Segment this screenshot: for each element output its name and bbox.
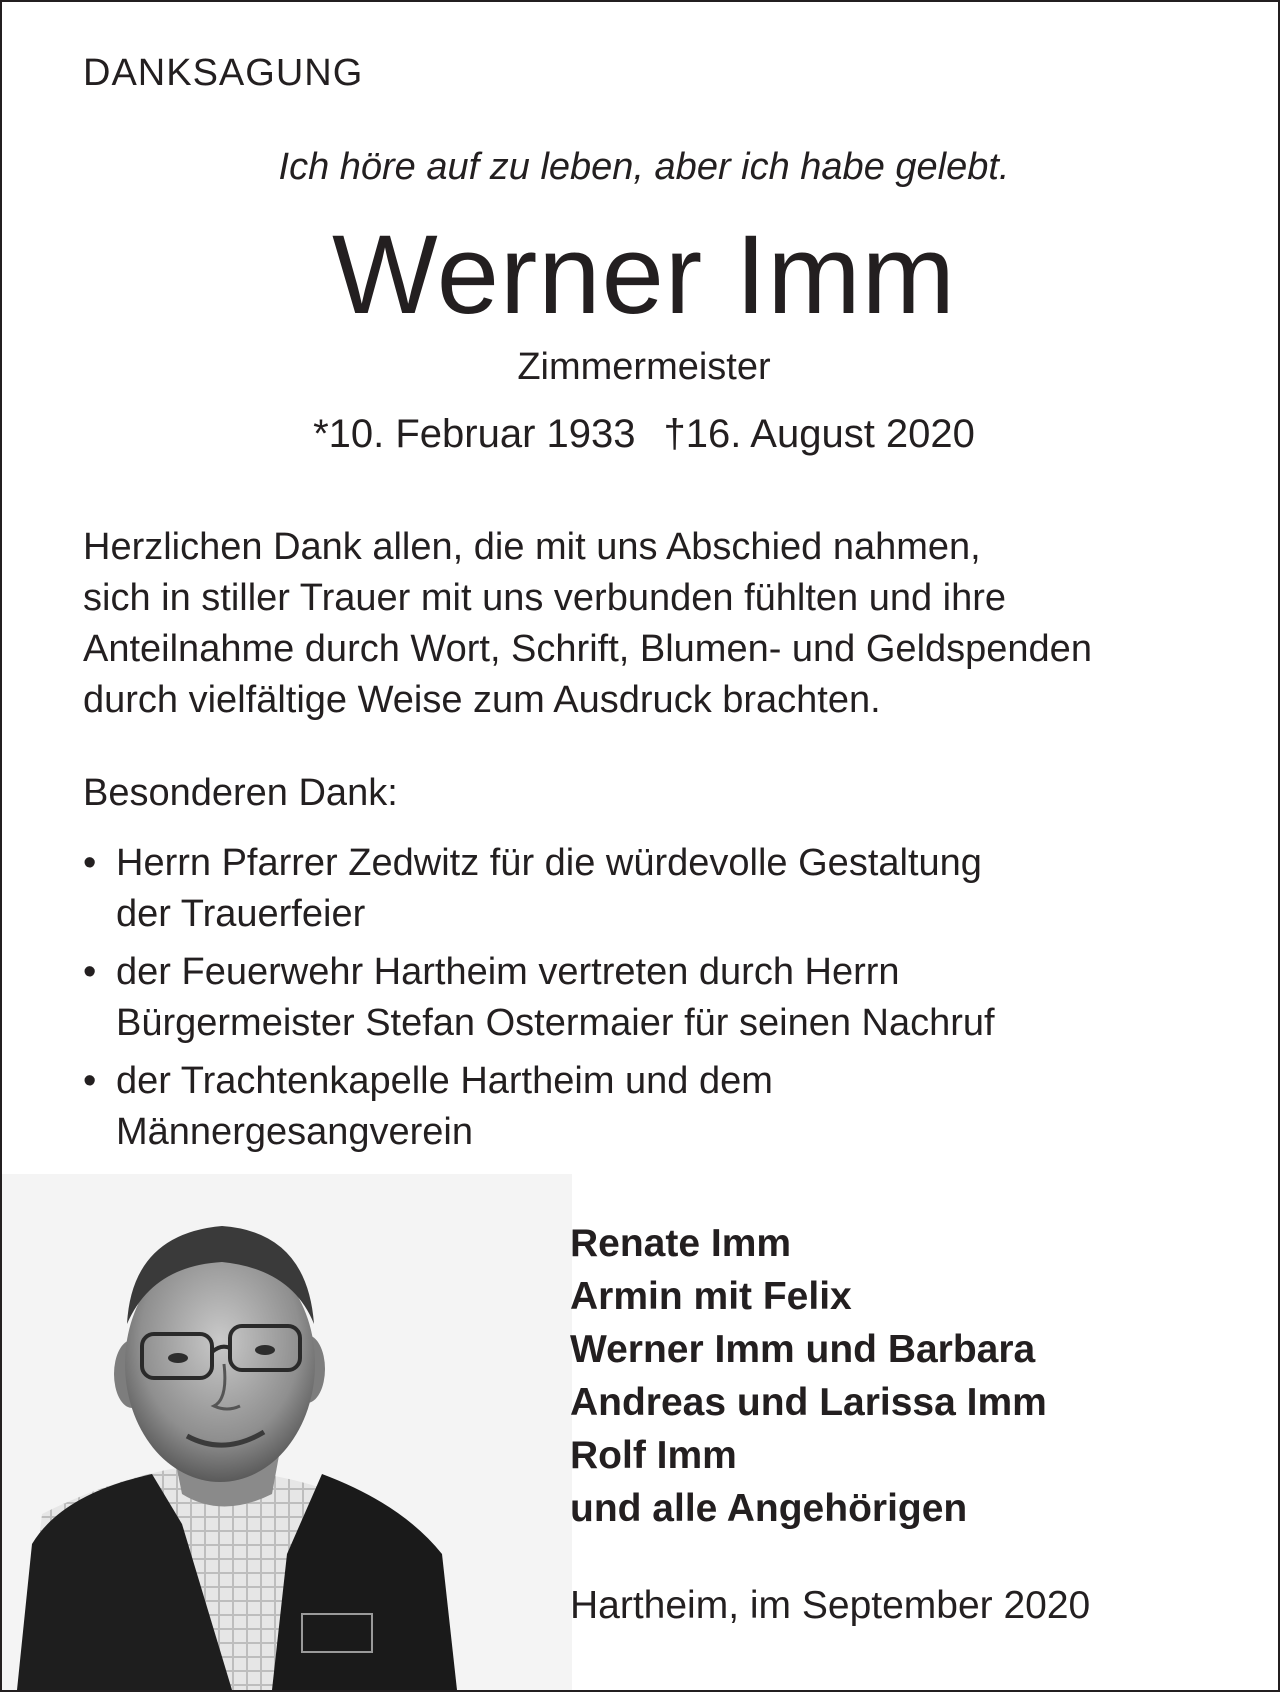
place-and-date: Hartheim, im September 2020 <box>570 1584 1091 1627</box>
list-item-line: Männergesangverein <box>116 1111 474 1153</box>
family-member: Renate Imm <box>570 1222 792 1265</box>
thanks-line: sich in stiller Trauer mit uns verbunden fühlten und ihre <box>83 577 1007 619</box>
portrait-photo <box>2 1174 572 1690</box>
deceased-name: Werner Imm <box>332 212 956 337</box>
list-item <box>83 1056 1263 1158</box>
list-item-line: Bürgermeister Stefan Ostermaier für seinen Nachruf <box>116 1002 995 1044</box>
birth-date: *10. Februar 1933 <box>313 412 636 456</box>
list-item-line: der Trauerfeier <box>116 893 366 935</box>
family-signatures <box>570 1217 1047 1535</box>
thanks-line: Anteilnahme durch Wort, Schrift, Blumen- und Geldspenden <box>83 628 1092 670</box>
motto-quote: Ich höre auf zu leben, aber ich habe gelebt. <box>278 146 1010 188</box>
family-member: Werner Imm und Barbara <box>570 1328 1036 1371</box>
family-member: Rolf Imm <box>570 1434 737 1477</box>
bullet: • <box>83 842 97 884</box>
bullet: • <box>83 1060 97 1102</box>
thanks-line: Herzlichen Dank allen, die mit uns Abschied nahmen, <box>83 526 981 568</box>
list-item-line: Herrn Pfarrer Zedwitz für die würdevolle Gestaltung <box>116 842 982 884</box>
death-date: †16. August 2020 <box>663 412 975 456</box>
notice-label: DANKSAGUNG <box>83 52 364 94</box>
list-item-line: der Trachtenkapelle Hartheim und dem <box>116 1060 773 1102</box>
deceased-profession: Zimmermeister <box>517 346 771 388</box>
bullet: • <box>83 951 97 993</box>
special-thanks-heading: Besonderen Dank: <box>83 772 398 814</box>
list-item <box>83 947 1263 1049</box>
thanks-line: durch vielfältige Weise zum Ausdruck brachten. <box>83 679 881 721</box>
family-member: Armin mit Felix <box>570 1275 852 1318</box>
life-dates <box>2 412 1278 457</box>
family-member: und alle Angehörigen <box>570 1487 968 1530</box>
thanks-paragraph <box>83 522 1263 726</box>
family-member: Andreas und Larissa Imm <box>570 1381 1047 1424</box>
special-thanks-list <box>83 838 1263 1165</box>
list-item-line: der Feuerwehr Hartheim vertreten durch Herrn <box>116 951 900 993</box>
list-item <box>83 838 1263 940</box>
